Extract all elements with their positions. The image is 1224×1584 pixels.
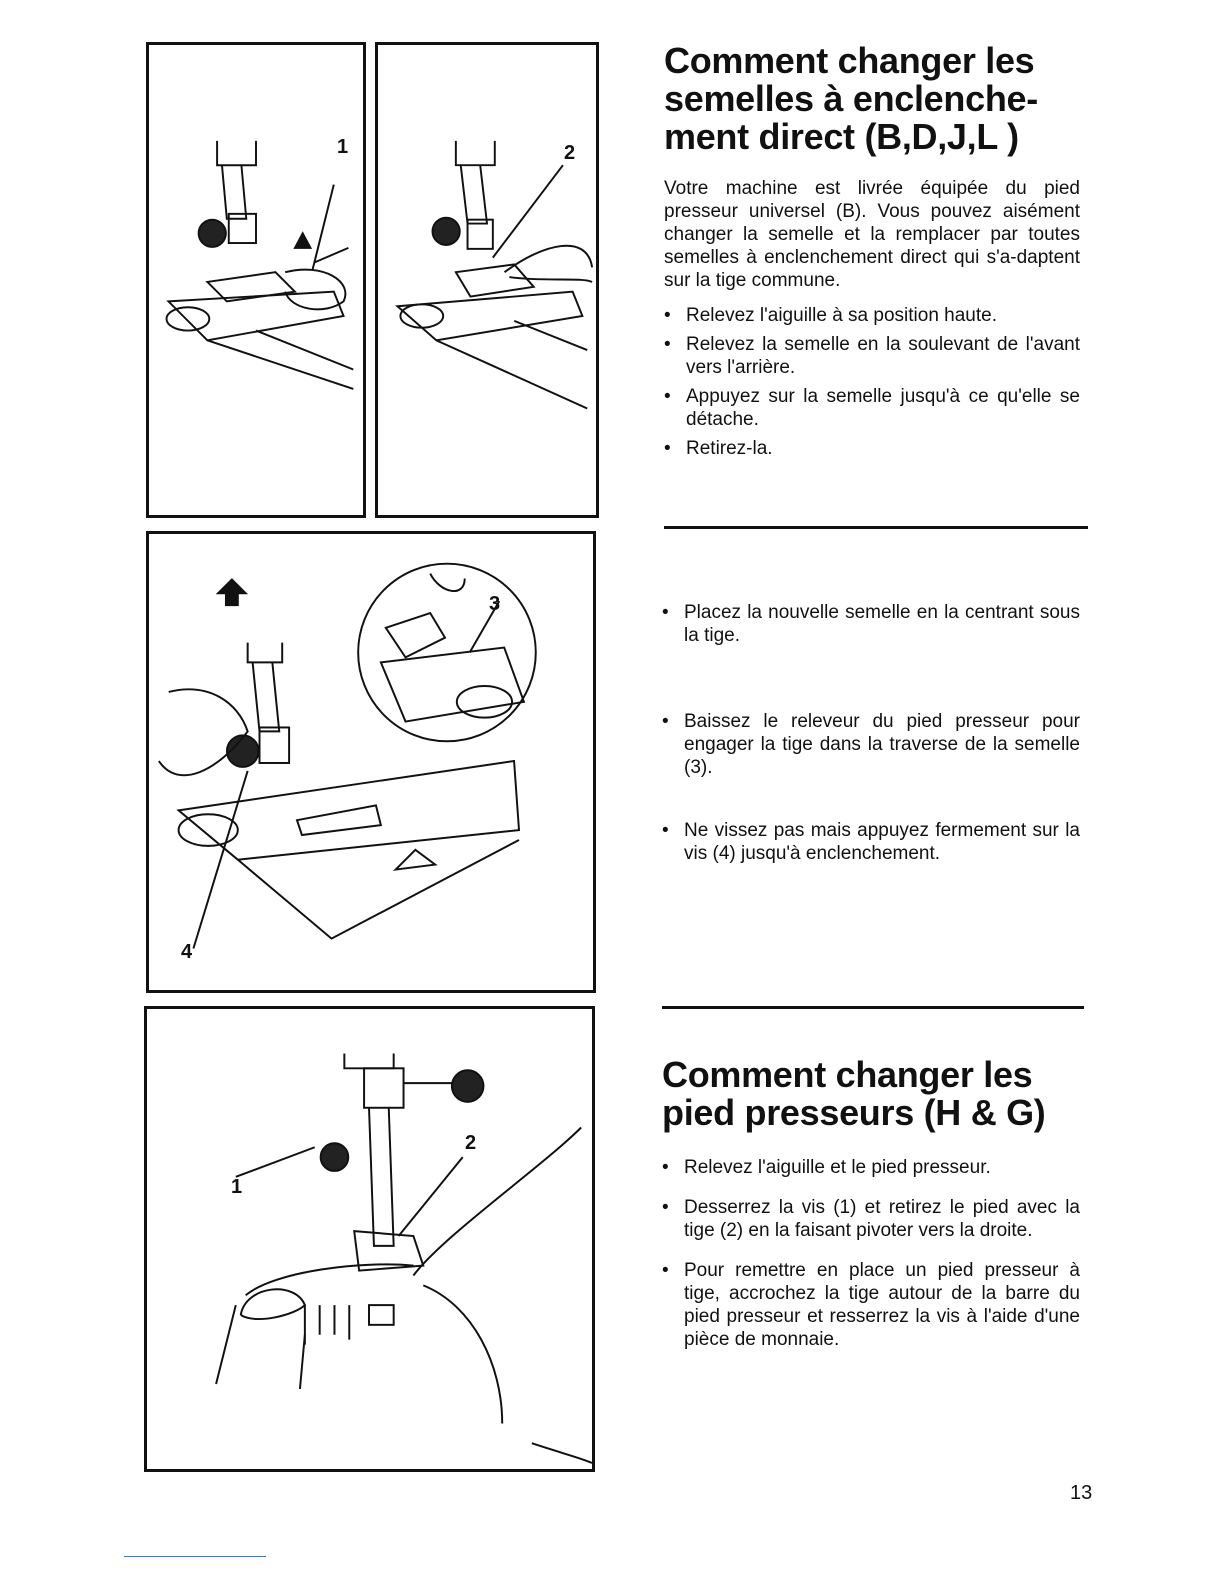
- list-item: • Retirez-la.: [664, 437, 1080, 460]
- callout-4: 4: [181, 941, 193, 963]
- intro-paragraph: Votre machine est livrée équipée du pied presseur universel (B). Vous pouvez aisément changer la semelle et la remplacer par toutes semelles à enclenchement direct qui s'a-daptent sur la tige commune.: [664, 178, 1080, 291]
- illustration-attach-sole: [149, 534, 593, 990]
- title-line: Comment changer les: [664, 40, 1035, 81]
- footnote-separator: [124, 1556, 266, 1557]
- callout-2: 2: [564, 142, 576, 164]
- divider: [664, 526, 1088, 529]
- list-item: • Desserrez la vis (1) et retirez le pied avec la tige (2) en la faisant pivoter vers la droite.: [662, 1196, 1080, 1242]
- steps-list-remove-sole: [664, 304, 1080, 460]
- list-item: • Relevez l'aiguille et le pied presseur.: [662, 1156, 1080, 1179]
- list-item: • Relevez l'aiguille à sa position haute.: [664, 304, 1080, 327]
- figure-change-presser-foot: [144, 1006, 595, 1472]
- illustration-presser-foot-lift: [149, 45, 363, 515]
- title-line: pied presseurs (H & G): [662, 1092, 1046, 1133]
- figure-attach-new-sole: [146, 531, 596, 993]
- callout-1: 1: [337, 136, 349, 158]
- list-item: • Ne vissez pas mais appuyez fermement sur la vis (4) jusqu'à enclenchement.: [662, 819, 1080, 865]
- callout-2: 2: [465, 1132, 477, 1154]
- callout-1: 1: [231, 1176, 243, 1198]
- list-item: • Placez la nouvelle semelle en la centrant sous la tige.: [662, 601, 1080, 647]
- section-title-presser-feet: [662, 1056, 1082, 1132]
- illustration-change-presser-foot: [147, 1009, 592, 1469]
- title-line: ment direct (B,D,J,L ): [664, 116, 1019, 157]
- divider: [662, 1006, 1084, 1009]
- list-item: • Relevez la semelle en la soulevant de l'avant vers l'arrière.: [664, 333, 1080, 379]
- callout-3: 3: [489, 593, 501, 615]
- figure-remove-sole-lift: [146, 42, 366, 518]
- list-item: • Baissez le releveur du pied presseur pour engager la tige dans la traverse de la semelle (3).: [662, 710, 1080, 779]
- steps-list-attach-sole: [662, 601, 1080, 865]
- illustration-presser-foot-press: [378, 45, 596, 515]
- section-title-direct-snap-soles: [664, 42, 1084, 156]
- figure-remove-sole-press: [375, 42, 599, 518]
- title-line: semelles à enclenche-: [664, 78, 1038, 119]
- steps-list-change-feet: [662, 1156, 1080, 1351]
- list-item: • Appuyez sur la semelle jusqu'à ce qu'elle se détache.: [664, 385, 1080, 431]
- title-line: Comment changer les: [662, 1054, 1033, 1095]
- page-number: 13: [1070, 1482, 1093, 1504]
- list-item: • Pour remettre en place un pied presseur à tige, accrochez la tige autour de la barre du pied presseur et resserrez la vis à l'aide d'une pièce de monnaie.: [662, 1259, 1080, 1351]
